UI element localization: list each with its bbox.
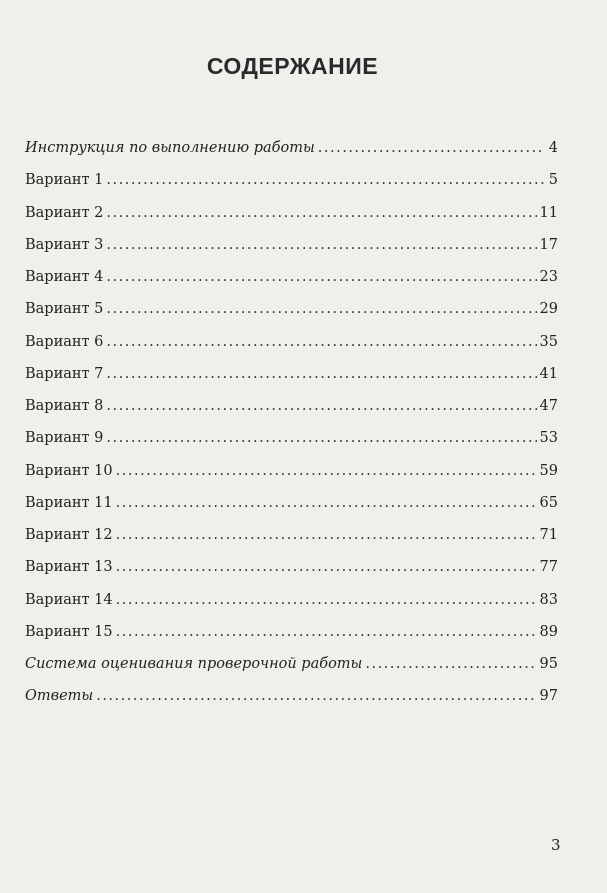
toc-entry-label: Система оценивания проверочной работы xyxy=(25,656,363,672)
toc-entry xyxy=(25,237,558,269)
dot-leader xyxy=(96,688,536,704)
toc-entry-page: 71 xyxy=(539,527,558,543)
toc-entry-page: 47 xyxy=(539,398,558,414)
toc-entry xyxy=(25,559,558,591)
toc-entry-page: 95 xyxy=(539,656,558,672)
toc-entry-label: Инструкция по выполнению работы xyxy=(25,140,315,156)
toc-entry xyxy=(25,398,558,430)
dot-leader xyxy=(106,334,536,350)
page-number: 3 xyxy=(551,836,561,854)
page-title: СОДЕРЖАНИЕ xyxy=(206,53,379,79)
toc-entry xyxy=(25,463,558,495)
dot-leader xyxy=(365,656,536,672)
dot-leader xyxy=(318,140,545,156)
toc-entry-label: Вариант 8 xyxy=(25,398,104,414)
toc-entry-label: Вариант 15 xyxy=(25,623,113,640)
dot-leader xyxy=(116,527,537,543)
toc-entry xyxy=(25,301,558,333)
toc-entry xyxy=(25,334,558,366)
dot-leader xyxy=(106,269,536,285)
toc-entry-label: Вариант 13 xyxy=(25,559,113,576)
dot-leader xyxy=(106,205,536,221)
toc-entry-label: Вариант 3 xyxy=(25,236,104,253)
toc-entry-label: Вариант 7 xyxy=(25,365,104,382)
toc-entry-page: 83 xyxy=(539,591,558,608)
toc-entry-label: Ответы xyxy=(25,688,94,705)
dot-leader xyxy=(106,430,536,446)
dot-leader xyxy=(116,624,537,640)
toc-entry xyxy=(25,592,558,624)
toc-entry-page: 53 xyxy=(539,430,558,447)
toc-entry xyxy=(25,495,558,527)
toc-entry-label: Вариант 6 xyxy=(25,333,104,350)
toc-entry-page: 17 xyxy=(539,236,558,253)
dot-leader xyxy=(116,559,537,575)
toc-entry xyxy=(25,172,558,204)
dot-leader xyxy=(106,366,536,382)
toc-entry-page: 59 xyxy=(539,462,558,479)
toc-entry-page: 65 xyxy=(539,494,558,511)
toc-entry-page: 97 xyxy=(539,688,558,705)
toc-entry-label: Вариант 10 xyxy=(25,462,113,479)
dot-leader xyxy=(106,301,536,317)
toc-entry xyxy=(25,430,558,462)
dot-leader xyxy=(106,398,536,414)
toc-entry xyxy=(25,688,558,720)
dot-leader xyxy=(116,463,537,479)
toc-entry xyxy=(25,140,558,172)
toc-entry-label: Вариант 14 xyxy=(25,591,113,608)
toc-entry xyxy=(25,656,558,688)
toc-entry-page: 41 xyxy=(539,365,558,382)
toc-entry-page: 4 xyxy=(548,140,558,156)
toc-entry-page: 11 xyxy=(539,204,558,221)
toc-entry xyxy=(25,624,558,656)
dot-leader xyxy=(116,495,537,511)
toc-entry xyxy=(25,527,558,559)
toc-entry-page: 5 xyxy=(548,172,558,189)
toc-entry xyxy=(25,205,558,237)
toc-entry-page: 23 xyxy=(539,269,558,285)
toc-entry-page: 89 xyxy=(539,623,558,640)
table-of-contents xyxy=(25,140,558,721)
toc-entry-page: 29 xyxy=(539,301,558,318)
toc-entry-label: Вариант 11 xyxy=(25,494,113,511)
toc-entry-page: 77 xyxy=(539,559,558,576)
toc-entry-label: Вариант 9 xyxy=(25,430,104,447)
dot-leader xyxy=(106,237,536,253)
dot-leader xyxy=(116,592,537,608)
dot-leader xyxy=(106,172,545,188)
toc-entry-label: Вариант 4 xyxy=(25,269,104,285)
toc-entry-page: 35 xyxy=(539,333,558,350)
toc-entry xyxy=(25,366,558,398)
toc-entry-label: Вариант 5 xyxy=(25,301,104,318)
toc-entry-label: Вариант 12 xyxy=(25,527,113,543)
toc-entry xyxy=(25,269,558,301)
toc-entry-label: Вариант 2 xyxy=(25,204,104,221)
toc-entry-label: Вариант 1 xyxy=(25,172,104,189)
